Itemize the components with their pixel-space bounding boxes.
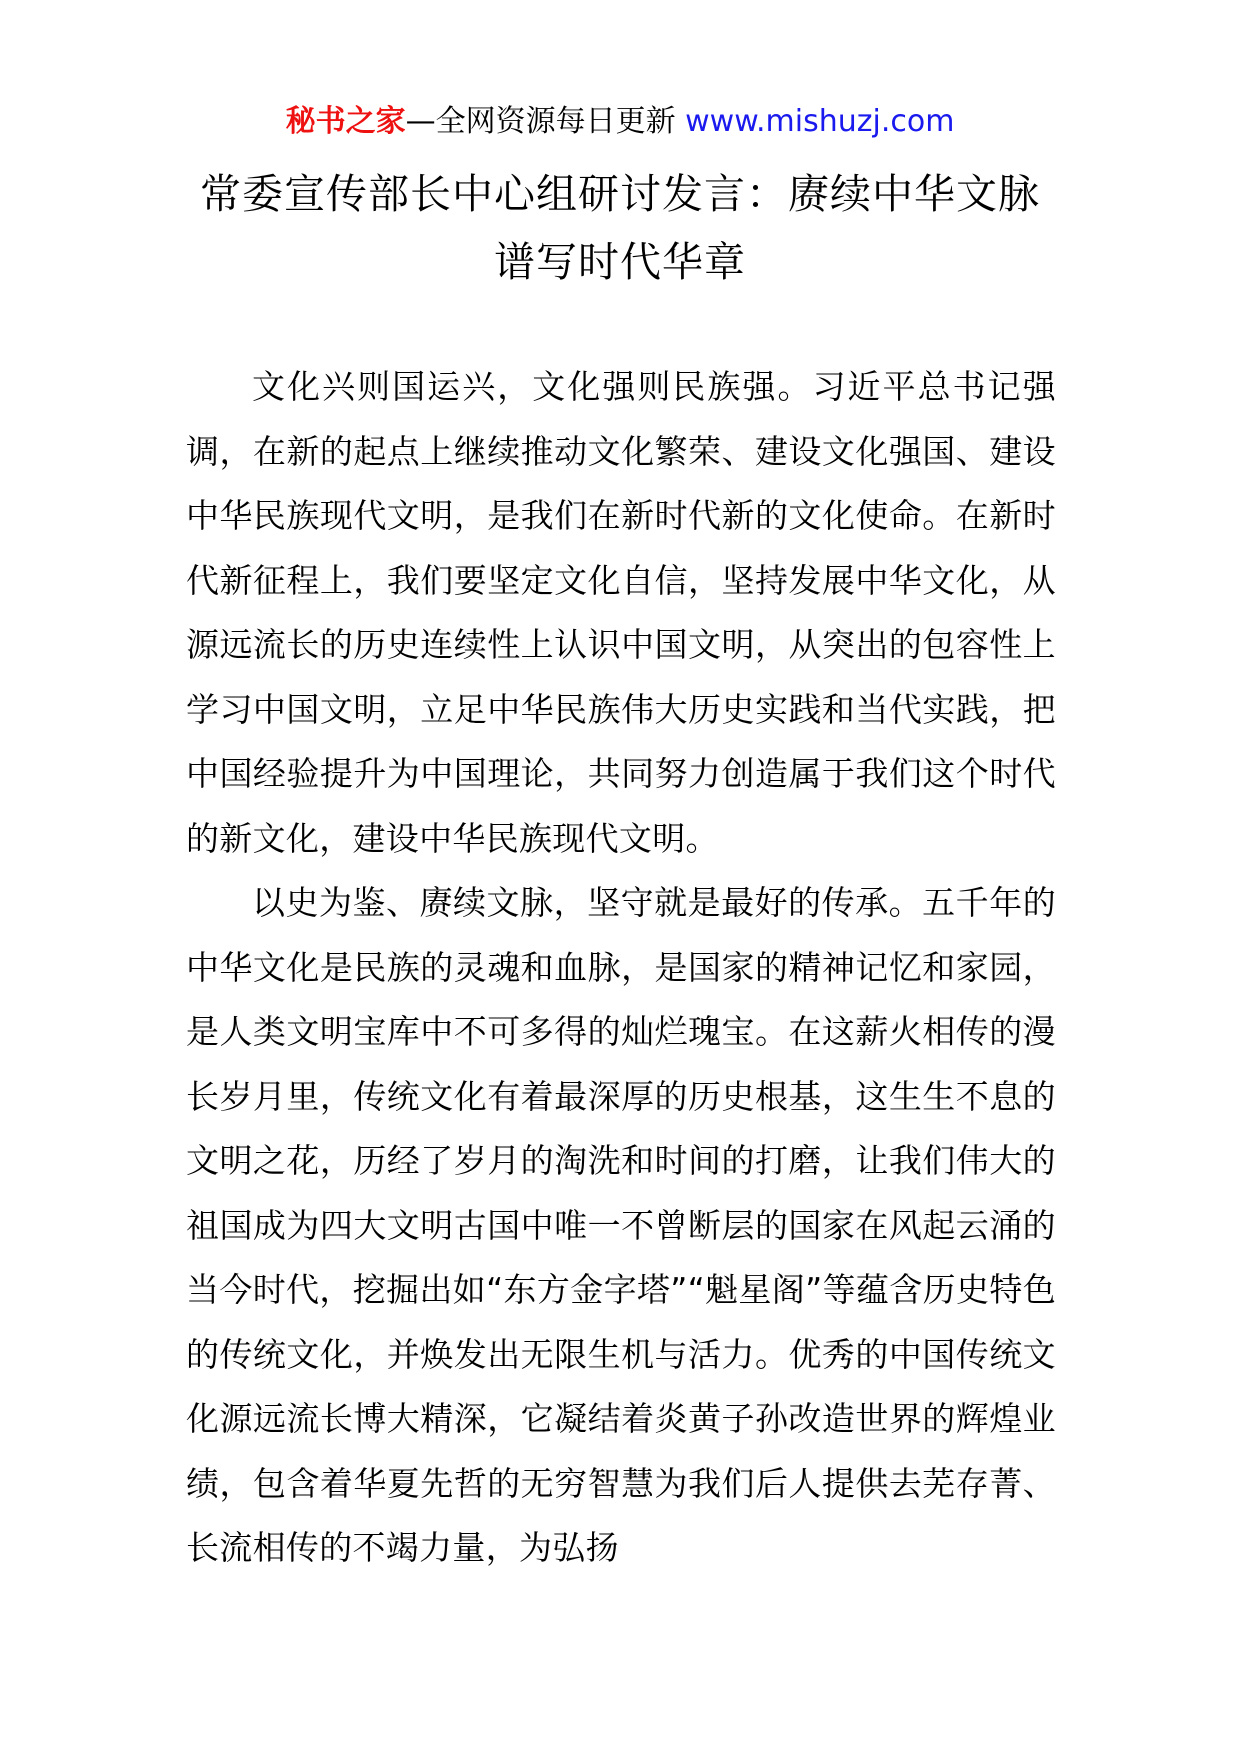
document-title-line-2: 谱写时代华章: [494, 238, 746, 286]
site-tagline: —全网资源每日更新: [405, 104, 686, 139]
document-title-line-1: 常委宣传部长中心组研讨发言：赓续中华文脉: [200, 170, 1040, 218]
body-paragraph-1: 文化兴则国运兴，文化强则民族强。习近平总书记强调，在新的起点上继续推动文化繁荣、建设文化强国、建设中华民族现代文明，是我们在新时代新的文化使命。在新时代新征程上，我们要坚定文化自信，坚持发展中华文化，从源远流长的历史连续性上认识中国文明，从突出的包容性上学习中国文明，立足中华民族伟大历史实践和当代实践，把中国经验提升为中国理论，共同努力创造属于我们这个时代的新文化，建设中华民族现代文明。: [186, 367, 1056, 858]
document-body: [186, 355, 1056, 1581]
site-brand: 秘书之家: [285, 104, 406, 139]
site-url-link[interactable]: www.mishuzj.com: [685, 104, 955, 139]
site-header: [0, 102, 1240, 142]
document-title: [150, 160, 1090, 296]
body-paragraph-2: 以史为鉴、赓续文脉，坚守就是最好的传承。五千年的中华文化是民族的灵魂和血脉，是国家的精神记忆和家园，是人类文明宝库中不可多得的灿烂瑰宝。在这薪火相传的漫长岁月里，传统文化有着最深厚的历史根基，这生生不息的文明之花，历经了岁月的淘洗和时间的打磨，让我们伟大的祖国成为四大文明古国中唯一不曾断层的国家在风起云涌的当今时代，挖掘出如“东方金字塔”“魁星阁”等蕴含历史特色的传统文化，并焕发出无限生机与活力。优秀的中国传统文化源远流长博大精深，它凝结着炎黄子孙改造世界的辉煌业绩，包含着华夏先哲的无穷智慧为我们后人提供去芜存菁、长流相传的不竭力量，为弘扬: [186, 883, 1056, 1567]
